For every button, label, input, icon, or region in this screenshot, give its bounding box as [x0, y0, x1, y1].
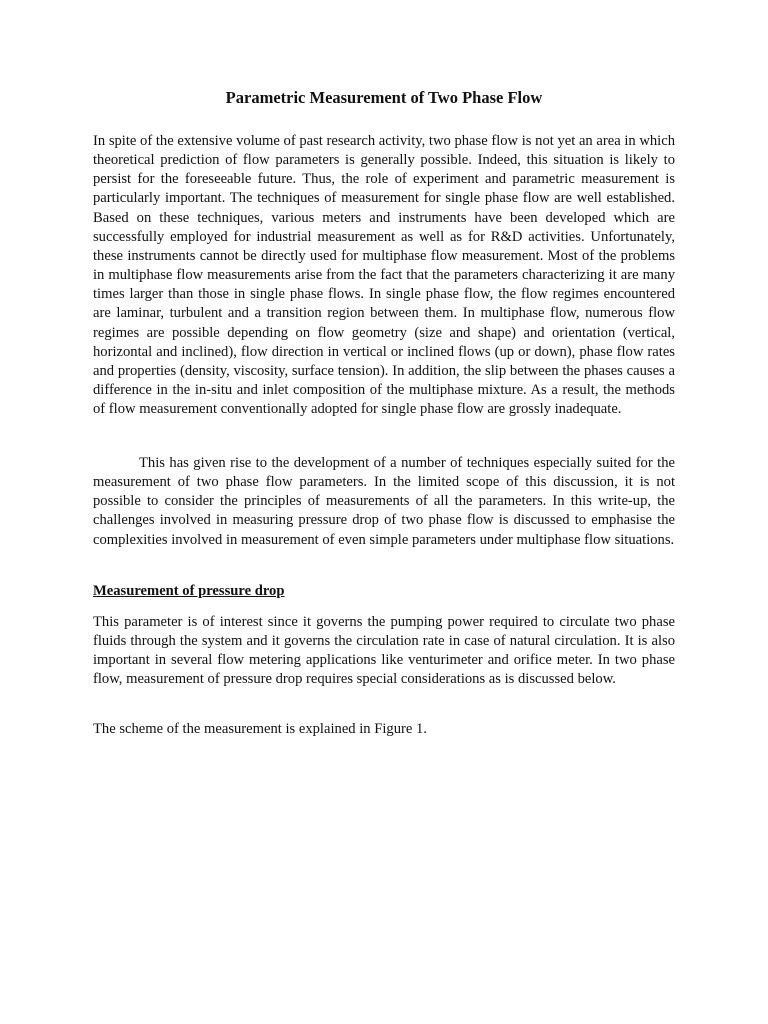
document-title: Parametric Measurement of Two Phase Flow [225, 88, 543, 107]
paragraph-intro: In spite of the extensive volume of past research activity, two phase flow is not yet an area in which theoretical prediction of flow parameters is generally possible. Indeed, this situation is likely to persist for the foreseeable future. Thus, the role of experiment and parametric measurement is particularly important. The techniques of measurement for single phase flow are well established. Based on these techniques, various meters and instruments have been developed which are successfully employed for industrial measurement as well as for R&D activities. Unfortunately, these instruments cannot be directly used for multiphase flow measurement. Most of the problems in multiphase flow measurements arise from the fact that the parameters characterizing it are many times larger than those in single phase flows. In single phase flow, the flow regimes encountered are laminar, turbulent and a transition region between them. In multiphase flow, numerous flow regimes are possible depending on flow geometry (size and shape) and orientation (vertical, horizontal and inclined), flow direction in vertical or inclined flows (up or down), phase flow rates and properties (density, viscosity, surface tension). In addition, the slip between the phases causes a difference in the in-situ and inlet composition of the multiphase mixture. As a result, the methods of flow measurement conventionally adopted for single phase flow are grossly inadequate. [93, 133, 675, 418]
paragraph-figure-reference: The scheme of the measurement is explained in Figure 1. [93, 721, 427, 737]
paragraph-techniques: This has given rise to the development of a number of techniques especially suited for the measurement of two phase flow parameters. In the limited scope of this discussion, it is not possible to consider the principles of measurements of all the parameters. In this write-up, the challenges involved in measuring pressure drop of two phase flow is discussed to emphasise the complexities involved in measurement of even simple parameters under multiphase flow situations. [93, 455, 675, 548]
section-heading-pressure-drop: Measurement of pressure drop [93, 583, 285, 599]
paragraph-pressure-drop: This parameter is of interest since it governs the pumping power required to circulate two phase fluids through the system and it governs the circulation rate in case of natural circulation. It is also important in several flow metering applications like venturimeter and orifice meter. In two phase flow, measurement of pressure drop requires special considerations as is discussed below. [93, 614, 675, 688]
